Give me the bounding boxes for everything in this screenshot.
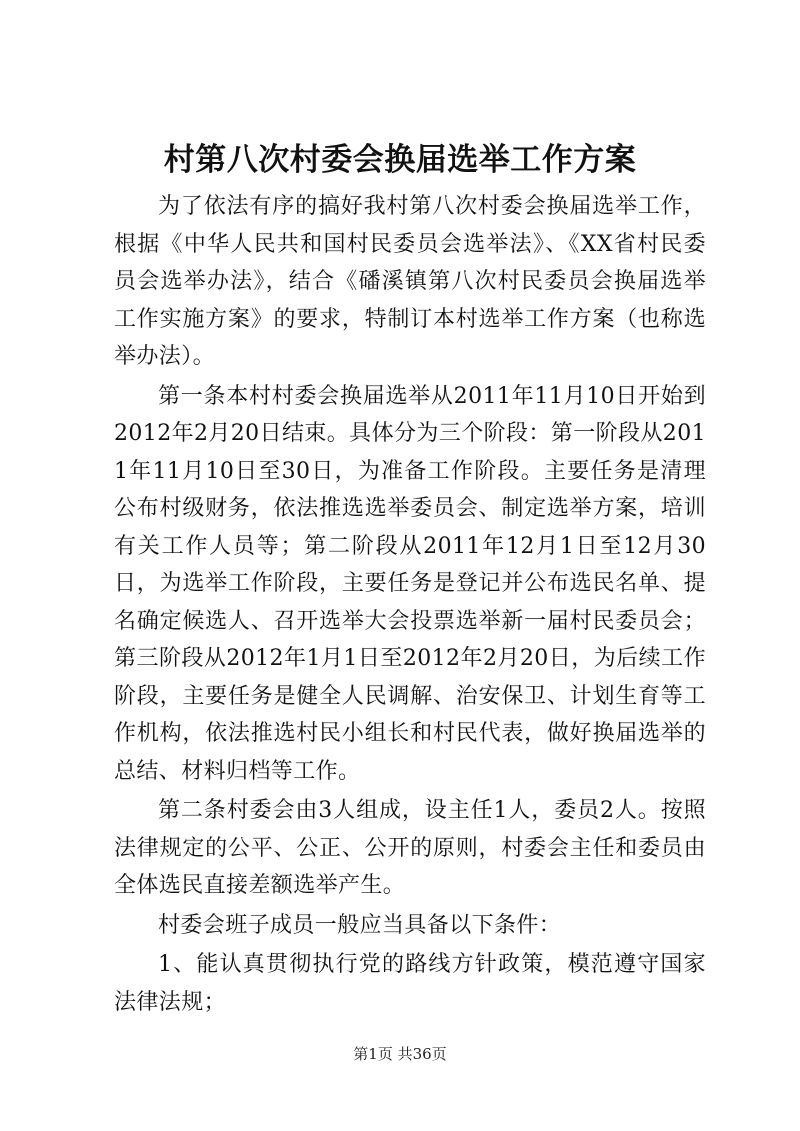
paragraph-article-1: 第一条本村村委会换届选举从2011年11月10日开始到2012年2月20日结束。具体分为三个阶段：第一阶段从2011年11月10日至30日，为准备工作阶段。主要任务是清理公布村级财务，依法推选选举委员会、制定选举方案，培训有关工作人员等；第二阶段从2011年12月1日至12月30日，为选举工作阶段，主要任务是登记并公布选民名单、提名确定候选人、召开选举大会投票选举新一届村民委员会；第三阶段从2012年1月1日至2012年2月20日，为后续工作阶段，主要任务是健全人民调解、治安保卫、计划生育等工作机构，依法推选村民小组长和村民代表，做好换届选举的总结、材料归档等工作。: [114, 383, 706, 784]
page-number-footer: 第1页 共36页: [353, 1045, 447, 1063]
paragraph-article-2: 第二条村委会由3人组成，设主任1人，委员2人。按照法律规定的公平、公正、公开的原则，村委会主任和委员由全体选民直接差额选举产生。: [114, 798, 706, 898]
paragraph-condition-1: 1、能认真贯彻执行党的路线方针政策，模范遵守国家法律法规；: [114, 952, 706, 1015]
document-title: 村第八次村委会换届选举工作方案: [163, 142, 637, 178]
document-body: [114, 188, 706, 1021]
paragraph-intro: 为了依法有序的搞好我村第八次村委会换届选举工作，根据《中华人民共和国村民委员会选举法》、《XX省村民委员会选举办法》，结合《磻溪镇第八次村民委员会换届选举工作实施方案》的要求，特制订本村选举工作方案（也称选举办法）。: [114, 194, 706, 369]
paragraph-conditions-intro: 村委会班子成员一般应当具备以下条件：: [158, 912, 562, 938]
